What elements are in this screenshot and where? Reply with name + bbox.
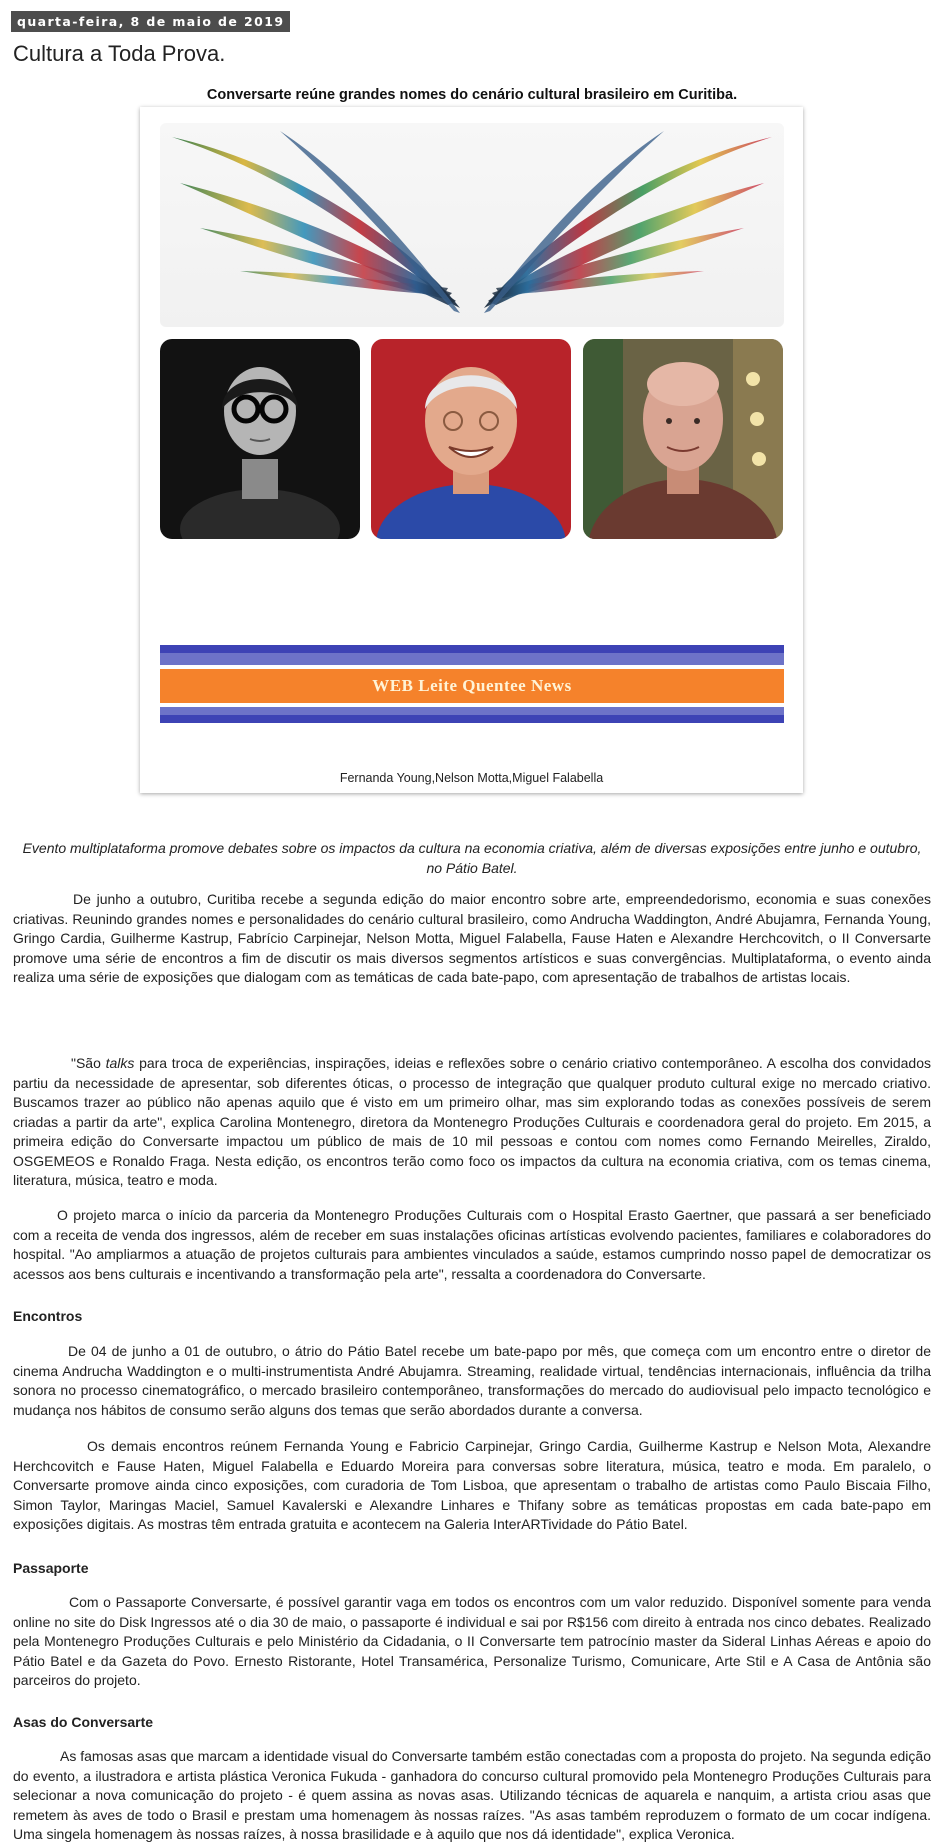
- quote-rest: para troca de experiências, inspirações, ideias e reflexões sobre o cenário criativo contemporâneo. A escolha dos convidados partiu da necessidade de apresentar, sob diferentes óticas, o processo de integração que qualquer produto cultural exige no mercado criativo. Buscamos trazer ao público não apenas aquilo que é visto em um primeiro olhar, mas sim explorando todas as conexões possíveis de serem criadas a partir da arte", explica Carolina Montenegro, diretora da Montenegro Produções Culturais e coordenadora geral do projeto. Em 2015, a primeira edição do Conversarte impactou um público de mais de 10 mil pessoas e contou com nomes como Fernando Meirelles, Ziraldo, OSGEMEOS e Ronaldo Fraga. Nesta edição, os encontros terão como foco os impactos da cultura na economia criativa, com os temas cinema, literatura, música, teatro e moda.: [13, 1055, 931, 1188]
- lead-paragraph: Evento multiplataforma promove debates sobre os impactos da cultura na economia criativa, além de diversas exposições entre junho e outubro, no Pátio Batel.: [22, 840, 922, 876]
- section-heading-asas: Asas do Conversarte: [13, 1714, 154, 1730]
- body-paragraph-4: De 04 de junho a 01 de outubro, o átrio do Pátio Batel recebe um bate-papo por mês, que começa com um encontro entre o diretor de cinema Andrucha Waddington e o multi-instrumentista André Abujamra. Streaming, realidade virtual, tendências internacionais, influência da trilha sonora no processo cinematográfico, o mercado brasileiro contemporâneo, transformações do mercado do audiovisual pelo impacto tecnológico e mudança nos hábitos de consumo serão alguns dos temas que serão abordados durante a conversa.: [13, 1343, 931, 1418]
- photo-miguel-falabella[interactable]: [583, 339, 783, 539]
- figure-caption: Fernanda Young,Nelson Motta,Miguel Falabella: [339, 771, 604, 785]
- banner-text: WEB Leite Quentee News: [372, 676, 572, 695]
- body-paragraph-6: Com o Passaporte Conversarte, é possível garantir vaga em todos os encontros com um valor reduzido. Disponível somente para venda online no site do Disk Ingressos até o dia 30 de maio, o passaporte é individual e sai por R$156 com direito à entrada nos cinco debates. Realizado pela Montenegro Produções Culturais e pelo Ministério da Cidadania, o II Conversarte tem patrocínio master da Sideral Linhas Aéreas e apoio do Pátio Batel e da Gazeta do Povo. Ernesto Ristorante, Hotel Transamérica, Personalize Turismo, Comunicare, Arte Stil e A Casa de Antônia são parceiros do projeto.: [13, 1594, 931, 1688]
- section-heading-passaporte: Passaporte: [13, 1560, 89, 1576]
- talks-emphasis: talks: [105, 1055, 135, 1071]
- photo-fernanda-young[interactable]: [160, 339, 360, 539]
- body-paragraph-2: [13, 1054, 931, 1191]
- post-title[interactable]: Cultura a Toda Prova.: [13, 41, 226, 66]
- quote-open: "São: [71, 1055, 106, 1071]
- article-figure: [140, 107, 803, 793]
- wings-illustration[interactable]: [160, 123, 784, 327]
- body-paragraph-5: Os demais encontros reúnem Fernanda Young e Fabricio Carpinejar, Gringo Cardia, Guilherme Kastrup e Nelson Mota, Alexandre Herchcovitch e Fause Haten, Miguel Falabella e Eduardo Moreira para conversas sobre literatura, música, teatro e moda. Em paralelo, o Conversarte promove ainda cinco exposições, com curadoria de Tom Lisboa, que apresentam o trabalho de artistas como Paulo Biscaia Filho, Simon Taylor, Maringas Maciel, Samuel Kavalerski e Alexandre Linhares e Thifany sobre as temáticas propostas em cada bate-papo em exposições digitais. As mostras têm entrada gratuita e acontecem na Galeria InterARTividade do Pátio Batel.: [13, 1438, 931, 1532]
- body-paragraph-1: De junho a outubro, Curitiba recebe a segunda edição do maior encontro sobre arte, empreendedorismo, economia e suas conexões criativas. Reunindo grandes nomes e personalidades do cenário cultural brasileiro, como Andrucha Waddington, André Abujamra, Fernanda Young, Gringo Cardia, Guilherme Kastrup, Fabrício Carpinejar, Nelson Motta, Miguel Falabella, Fause Haten e Alexandre Herchcovitch, o II Conversarte promove uma série de encontros a fim de discutir os mais diversos segmentos artísticos e suas convergências. Multiplataforma, o evento ainda realiza uma série de exposições que dialogam com as temáticas de cada bate-papo, com apresentação de trabalhos de artistas locais.: [13, 891, 931, 985]
- body-paragraph-7: As famosas asas que marcam a identidade visual do Conversarte também estão conectadas com a proposta do projeto. Na segunda edição do evento, a ilustradora e artista plástica Veronica Fukuda - ganhadora do concurso cultural promovido pela Montenegro Produções Culturais para selecionar a nova comunicação do projeto - é quem assina as novas asas. Utilizando técnicas de aquarela e nanquim, a artista criou asas que remetem às aves de todo o Brasil e prestam uma homenagem às nossas raízes. "As asas também reproduzem o formato de um cocar indígena. Uma singela homenagem às nossas raízes, à nossa brasilidade e à aquilo que nos dá identidade", explica Veronica.: [13, 1748, 931, 1842]
- post-subheading: Conversarte reúne grandes nomes do cenário cultural brasileiro em Curitiba.: [206, 87, 738, 103]
- banner-web-leite-quentee-news[interactable]: [160, 645, 784, 723]
- body-paragraph-3: O projeto marca o início da parceria da Montenegro Produções Culturais com o Hospital Erasto Gaertner, que passará a ser beneficiado com a receita de venda dos ingressos, além de receber em suas instalações oficinas artísticas evolvendo pacientes, familiares e colaboradores do hospital. "Ao ampliarmos a atuação de projetos culturais para ambientes vinculados a saúde, estamos cumprindo nosso papel de democratizar os acessos aos bens culturais e incentivando a transformação pela arte", ressalta a coordenadora do Conversarte.: [13, 1207, 931, 1282]
- post-date: quarta-feira, 8 de maio de 2019: [11, 11, 290, 32]
- photo-nelson-motta[interactable]: [371, 339, 571, 539]
- section-heading-encontros: Encontros: [13, 1308, 83, 1324]
